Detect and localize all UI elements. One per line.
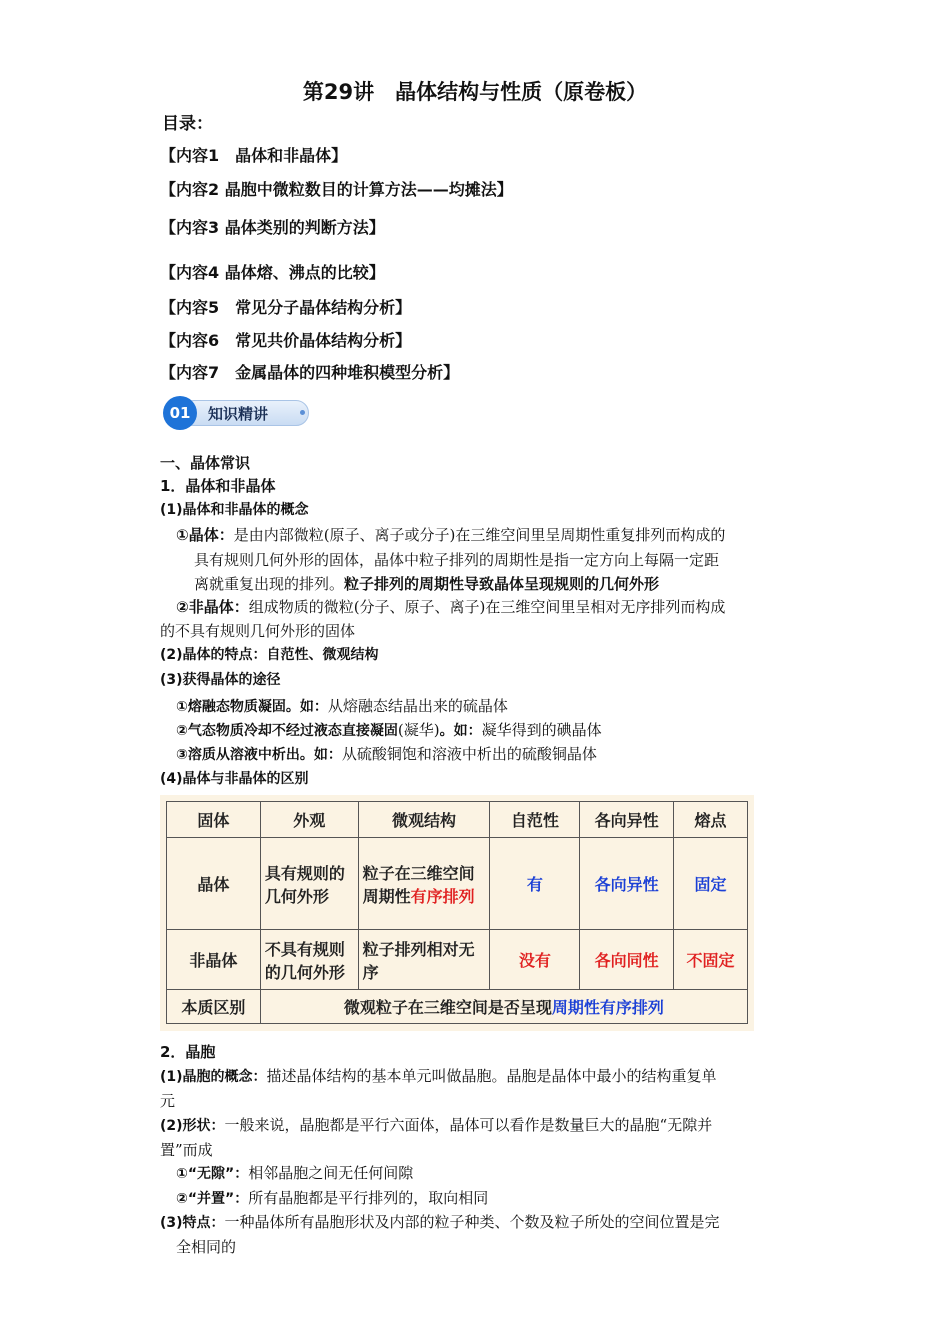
row-amorphous-name: 非晶体	[167, 930, 261, 990]
badge-number: 01	[163, 396, 197, 430]
cell-concept-line-1	[160, 1065, 717, 1086]
row-crystal-micro	[358, 838, 490, 930]
header-melting-point: 熔点	[674, 802, 748, 838]
cell-shape-line-2: 置”而成	[160, 1141, 213, 1159]
row-essence-text-b: 周期性有序排列	[551, 998, 664, 1017]
header-self-shaping: 自范性	[490, 802, 580, 838]
no-gap-item	[176, 1162, 413, 1183]
cell-feature-text: 一种晶体所有晶胞形状及内部的粒子种类、个数及粒子所处的空间位置是完	[224, 1213, 720, 1231]
method-1	[176, 695, 508, 716]
method-3-label: ③溶质从溶液中析出。如：	[176, 747, 342, 763]
parallel-text: 所有晶胞都是平行排列的，取向相同	[248, 1189, 489, 1207]
row-amorphous-anisotropy: 各向同性	[580, 930, 674, 990]
method-2-label-suffix: 。如：	[439, 723, 482, 739]
no-gap-label: ①“无隙”：	[176, 1166, 249, 1182]
cell-shape-line-1	[160, 1114, 712, 1135]
method-2	[176, 719, 602, 740]
row-crystal-melting-point: 固定	[674, 838, 748, 930]
cell-concept-text: 描述晶体结构的基本单元叫做晶胞。晶胞是晶体中最小的结构重复单	[266, 1067, 717, 1085]
row-crystal-anisotropy: 各向异性	[580, 838, 674, 930]
page-title: 第29讲 晶体结构与性质（原卷板）	[302, 80, 648, 104]
row-amorphous-appearance: 不具有规则的几何外形	[260, 930, 358, 990]
table-row	[167, 930, 748, 990]
method-2-label: ②气态物质冷却不经过液态直接凝固	[176, 723, 398, 739]
no-gap-text: 相邻晶胞之间无任何间隙	[248, 1164, 414, 1182]
crystal-text-1: 是由内部微粒(原子、离子或分子)在三维空间里呈周期性重复排列而构成的	[233, 526, 726, 544]
cell-concept-label: (1)晶胞的概念：	[160, 1069, 267, 1085]
method-1-label: ①熔融态物质凝固。如：	[176, 699, 328, 715]
paragraph-label-1: (1)晶体和非晶体的概念	[160, 502, 309, 518]
crystal-text-3: 离就重复出现的排列。	[194, 575, 345, 593]
amorphous-label: ②非晶体：	[176, 598, 249, 616]
row-crystal-micro-b: 有序排列	[410, 886, 475, 906]
header-solid: 固体	[167, 802, 261, 838]
section-badge	[163, 396, 315, 430]
row-crystal-appearance: 具有规则的几何外形	[260, 838, 358, 930]
parallel-item	[176, 1187, 488, 1208]
subsection-heading-1: 1．晶体和非晶体	[160, 477, 276, 495]
method-3	[176, 743, 597, 764]
toc-label: 目录：	[162, 114, 213, 134]
crystal-definition-line-2: 具有规则几何外形的固体，晶体中粒子排列的周期性是指一定方向上每隔一定距	[194, 551, 720, 569]
row-crystal-self-shaping: 有	[490, 838, 580, 930]
toc-item-2: 【内容2 晶胞中微粒数目的计算方法——均摊法】	[160, 180, 513, 199]
section-heading: 一、晶体常识	[160, 454, 251, 472]
cell-shape-label: (2)形状：	[160, 1118, 225, 1134]
header-anisotropy: 各向异性	[580, 802, 674, 838]
row-essence-text	[260, 990, 747, 1024]
badge-label: 知识精讲	[181, 400, 309, 426]
amorphous-definition-line-2: 的不具有规则几何外形的固体	[160, 622, 356, 640]
table-header-row	[167, 802, 748, 838]
method-2-parenthetical: (凝华)	[397, 721, 440, 739]
table-row	[167, 990, 748, 1024]
toc-item-5: 【内容5 常见分子晶体结构分析】	[160, 298, 412, 317]
paragraph-label-4: (4)晶体与非晶体的区别	[160, 771, 309, 787]
header-appearance: 外观	[260, 802, 358, 838]
row-amorphous-melting-point: 不固定	[674, 930, 748, 990]
parallel-label: ②“并置”：	[176, 1191, 249, 1207]
cell-feature-line-2: 全相同的	[176, 1238, 237, 1256]
badge-dot-icon	[300, 410, 305, 415]
crystal-label: ①晶体：	[176, 526, 234, 544]
toc-item-4: 【内容4 晶体熔、沸点的比较】	[160, 263, 385, 282]
crystal-definition-line-1	[176, 524, 725, 545]
row-essence-name: 本质区别	[167, 990, 261, 1024]
paragraph-label-2: (2)晶体的特点：自范性、微观结构	[160, 647, 379, 663]
comparison-table	[166, 801, 748, 1024]
toc-item-6: 【内容6 常见共价晶体结构分析】	[160, 331, 412, 350]
table-row	[167, 838, 748, 930]
header-micro-structure: 微观结构	[358, 802, 490, 838]
row-amorphous-self-shaping: 没有	[490, 930, 580, 990]
method-1-text: 从熔融态结晶出来的硫晶体	[327, 697, 508, 715]
row-essence-text-a: 微观粒子在三维空间是否呈现	[343, 998, 552, 1017]
row-crystal-micro-a: 粒子在三维空间周期性	[362, 863, 475, 906]
method-3-text: 从硫酸铜饱和溶液中析出的硫酸铜晶体	[341, 745, 597, 763]
crystal-key-point: 粒子排列的周期性导致晶体呈现规则的几何外形	[344, 575, 660, 593]
toc-item-1: 【内容1 晶体和非晶体】	[160, 146, 348, 165]
crystal-definition-line-3	[194, 573, 659, 594]
cell-feature-label: (3)特点：	[160, 1215, 225, 1231]
row-crystal-name: 晶体	[167, 838, 261, 930]
comparison-table-image	[160, 795, 754, 1031]
paragraph-label-3: (3)获得晶体的途径	[160, 672, 281, 688]
amorphous-definition-line-1	[176, 596, 725, 617]
cell-shape-text: 一般来说，晶胞都是平行六面体，晶体可以看作是数量巨大的晶胞“无隙并	[224, 1116, 713, 1134]
amorphous-text-1: 组成物质的微粒(分子、原子、离子)在三维空间里呈相对无序排列而构成	[248, 598, 726, 616]
method-2-text: 凝华得到的碘晶体	[481, 721, 602, 739]
cell-concept-line-2: 元	[160, 1092, 176, 1110]
cell-feature-line-1	[160, 1211, 720, 1232]
toc-item-3: 【内容3 晶体类别的判断方法】	[160, 218, 385, 237]
row-amorphous-micro: 粒子排列相对无序	[358, 930, 490, 990]
toc-item-7: 【内容7 金属晶体的四种堆积模型分析】	[160, 363, 460, 382]
subsection-heading-2: 2．晶胞	[160, 1043, 216, 1061]
